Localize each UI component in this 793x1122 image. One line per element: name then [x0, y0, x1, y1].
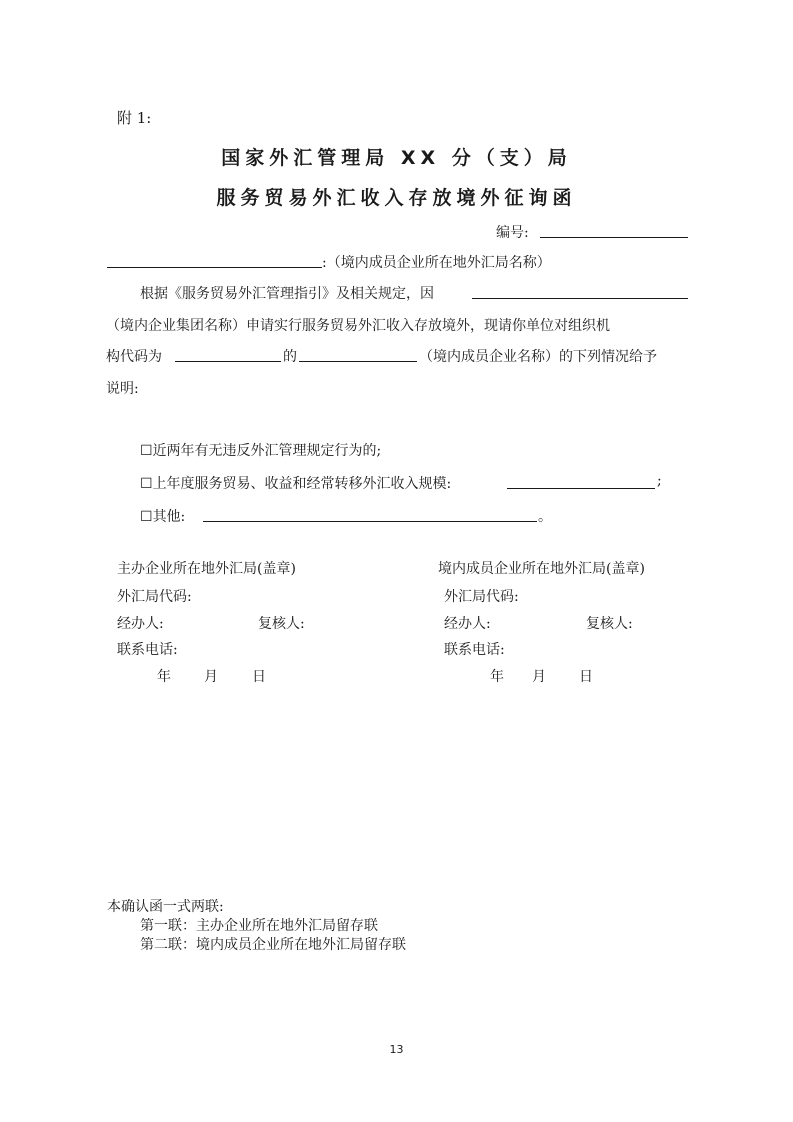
right-reviewer: 复核人: — [586, 616, 633, 632]
attachment-label: 附 1: — [117, 109, 152, 127]
org-code-blank — [175, 361, 281, 362]
income-scale-end: ; — [657, 473, 662, 489]
other-blank — [203, 521, 537, 522]
checkbox[interactable]: ☐ — [140, 476, 153, 492]
other-end: 。 — [538, 509, 552, 525]
left-reviewer: 复核人: — [258, 616, 305, 632]
left-day: 日 — [252, 669, 266, 685]
body-line-3b: 的 — [283, 349, 297, 365]
document-subtitle: 服务贸易外汇收入存放境外征询函 — [216, 187, 577, 209]
right-handler: 经办人: — [444, 616, 491, 632]
body-line-1: 根据《服务贸易外汇管理指引》及相关规定，因 — [140, 286, 434, 302]
body-line-4: 说明: — [106, 381, 139, 397]
checkbox[interactable]: ☐ — [140, 443, 153, 459]
footer-note-copy1: 第一联：主办企业所在地外汇局留存联 — [140, 918, 378, 934]
number-label: 编号: — [496, 225, 529, 241]
page-number: 13 — [389, 1043, 404, 1056]
checkbox-item-income-scale — [140, 473, 451, 493]
checkbox-label: 其他: — [152, 509, 186, 525]
right-year: 年 — [490, 669, 504, 685]
left-phone: 联系电话: — [117, 642, 178, 658]
number-blank — [540, 237, 688, 238]
left-office-seal: 主办企业所在地外汇局(盖章) — [117, 561, 296, 577]
body-line-3a: 构代码为 — [106, 349, 162, 365]
right-office-seal: 境内成员企业所在地外汇局(盖章) — [438, 561, 645, 577]
footer-note-intro: 本确认函一式两联: — [107, 899, 224, 915]
right-month: 月 — [532, 669, 546, 685]
member-name-blank — [299, 361, 417, 362]
body-line-3c: （境内成员企业名称）的下列情况给予 — [419, 349, 657, 365]
recipient-suffix: :（境内成员企业所在地外汇局名称） — [322, 255, 551, 271]
footer-note-copy2: 第二联：境内成员企业所在地外汇局留存联 — [140, 937, 406, 953]
enterprise-group-blank — [472, 298, 688, 299]
checkbox[interactable]: ☐ — [140, 509, 153, 525]
right-phone: 联系电话: — [444, 642, 505, 658]
right-day: 日 — [579, 669, 593, 685]
right-office-code: 外汇局代码: — [444, 589, 519, 605]
body-line-2: （境内企业集团名称）申请实行服务贸易外汇收入存放境外，现请你单位对组织机 — [106, 318, 610, 334]
income-scale-blank — [507, 488, 655, 489]
left-year: 年 — [157, 669, 171, 685]
left-month: 月 — [204, 669, 218, 685]
left-office-code: 外汇局代码: — [117, 589, 192, 605]
recipient-blank — [107, 267, 322, 268]
left-handler: 经办人: — [117, 616, 164, 632]
checkbox-item-violations — [140, 440, 381, 460]
checkbox-item-other — [140, 506, 185, 526]
checkbox-label: 上年度服务贸易、收益和经常转移外汇收入规模: — [152, 476, 452, 492]
checkbox-label: 近两年有无违反外汇管理规定行为的; — [152, 443, 382, 459]
document-title: 国家外汇管理局 XX 分（支）局 — [221, 147, 572, 169]
